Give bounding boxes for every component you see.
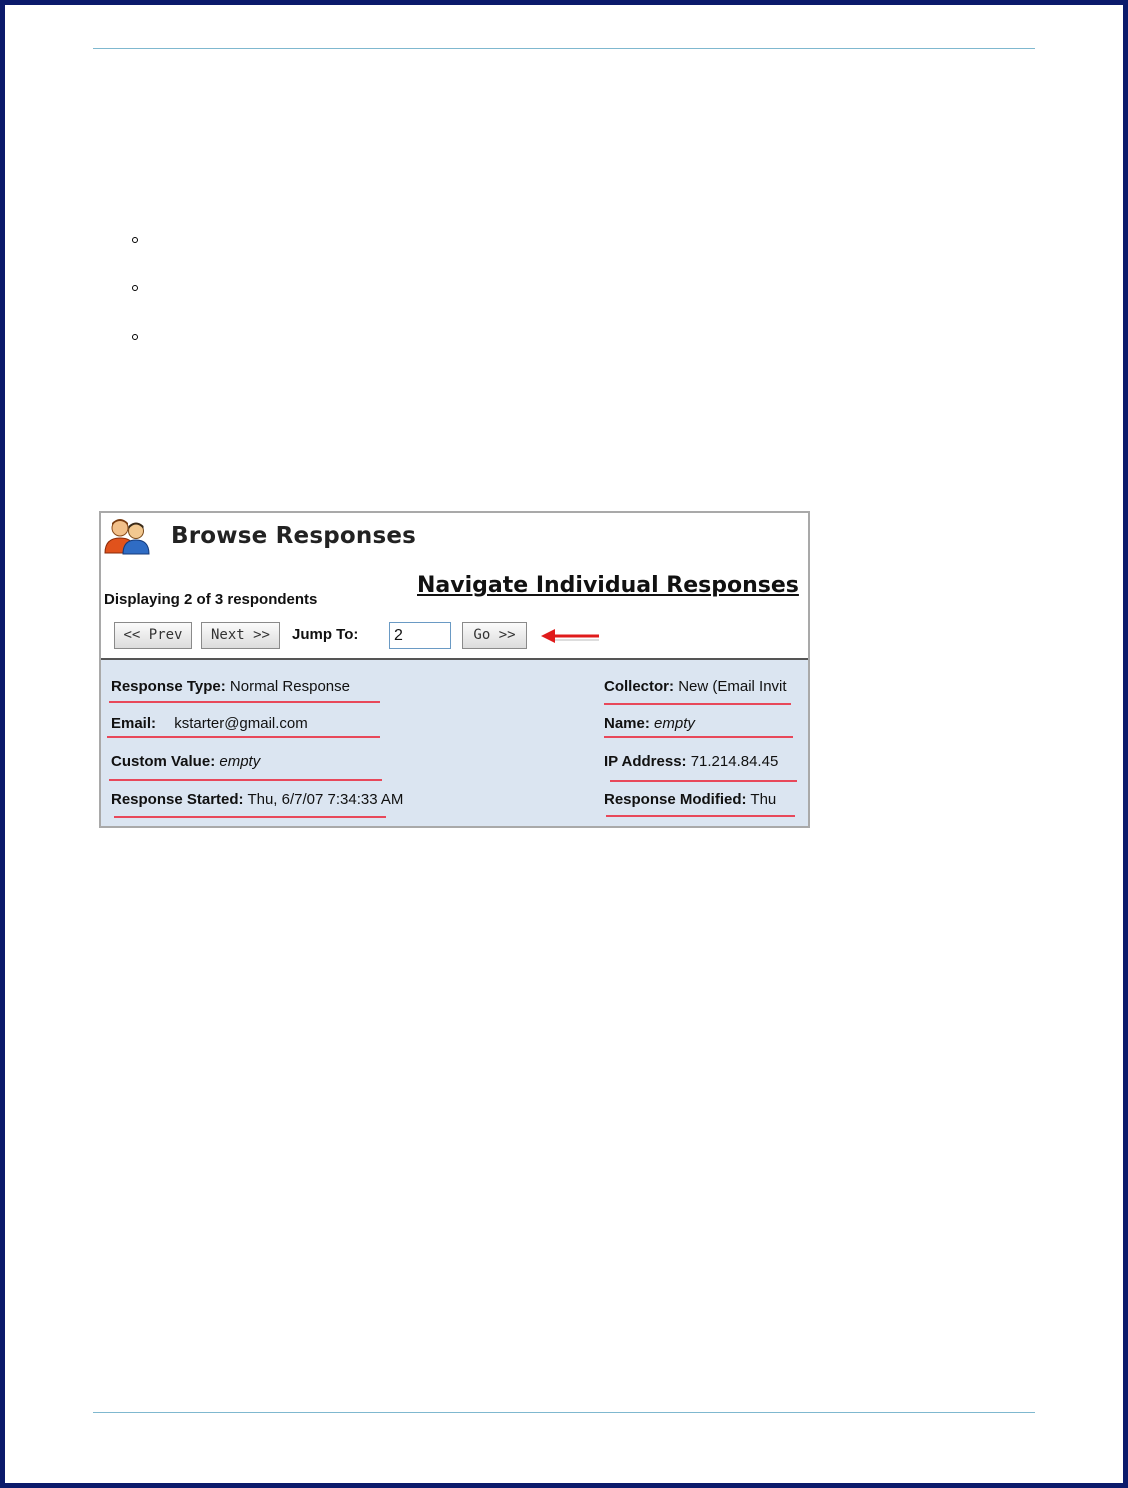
bullet-1 [132,237,138,243]
annotation-heading: Navigate Individual Responses [417,573,799,598]
browse-responses-screenshot [99,511,810,828]
people-icon [103,517,151,555]
collector-value: New (Email Invit [678,678,787,695]
response-details [101,660,808,826]
email-value: kstarter@gmail.com [174,715,308,732]
collector-label: Collector: [604,678,675,695]
response-started-value: Thu, 6/7/07 7:34:33 AM [247,791,404,808]
underline [114,816,386,818]
go-button[interactable]: Go >> [462,622,527,649]
arrow-left-icon [539,625,605,647]
underline [109,701,380,703]
response-type-label: Response Type: [111,678,226,695]
response-modified-label: Response Modified: [604,791,747,808]
prev-button[interactable]: << Prev [114,622,192,649]
footer-rule [93,1412,1035,1413]
header-rule [93,48,1035,49]
name-field [604,715,695,732]
page-title: Browse Responses [171,523,417,549]
underline [606,815,795,817]
name-label: Name: [604,715,650,732]
underline [604,736,793,738]
underline [604,703,791,705]
collector-field [604,678,787,695]
respondent-count: Displaying 2 of 3 respondents [104,591,318,608]
ip-address-field [604,753,778,770]
ip-address-label: IP Address: [604,753,687,770]
custom-value-label: Custom Value: [111,753,216,770]
next-button[interactable]: Next >> [201,622,280,649]
name-value: empty [654,715,695,732]
jump-to-input[interactable]: 2 [389,622,451,649]
underline [610,780,797,782]
response-modified-value: Thu [750,791,777,808]
response-type-value: Normal Response [229,678,350,695]
bullet-3 [132,334,138,340]
email-field [111,715,308,732]
email-label: Email: [111,715,157,732]
response-type-field [111,678,350,695]
custom-value-value: empty [219,753,261,770]
underline [109,779,382,781]
underline [107,736,380,738]
bullet-2 [132,285,138,291]
custom-value-field [111,753,260,770]
response-modified-field [604,791,776,808]
jump-to-label: Jump To: [292,626,359,643]
screenshot-header [101,513,808,659]
ip-address-value: 71.214.84.45 [690,753,779,770]
response-started-field [111,791,403,808]
response-started-label: Response Started: [111,791,244,808]
